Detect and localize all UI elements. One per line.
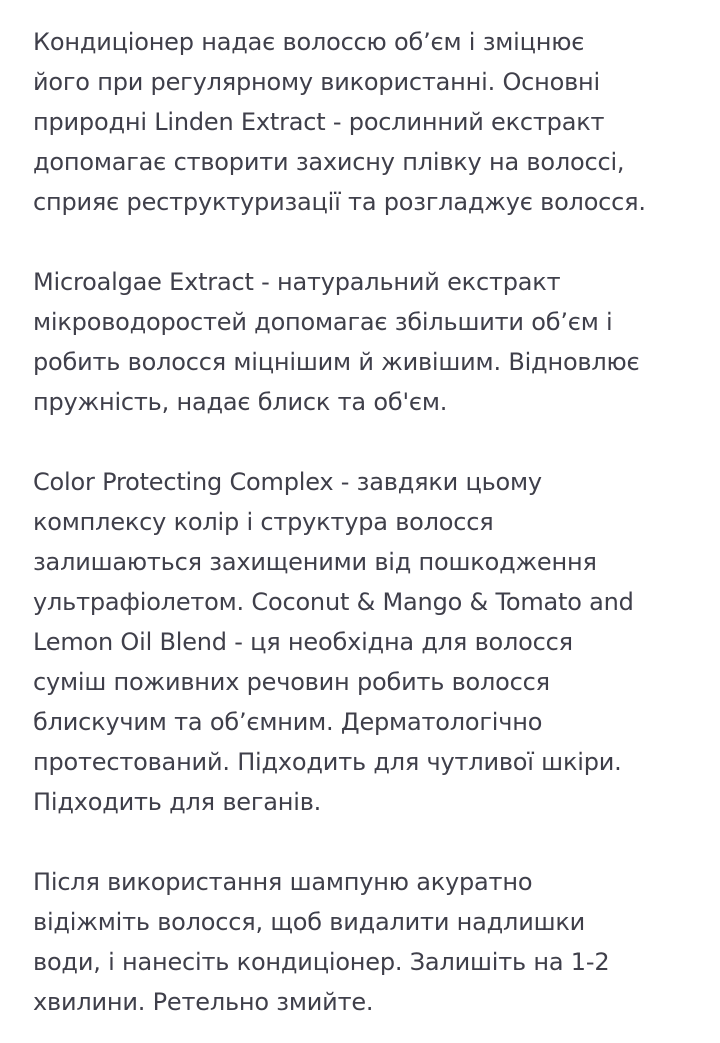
description-paragraph-color-protecting: Color Protecting Complex - завдяки цьому комплексу колір і структура волосся залишаються захищеними від пошкодження ультрафіолетом. Coconut & Mango & Tomato and Lemon Oil Blend - ця необхідна для волосся суміш поживних речовин робить волосся блискучим та об’ємним. Дерматологічно протестований. Підходить для чутливої шкіри. Підходить для веганів.	[33, 468, 634, 816]
description-paragraph-benefits: Кондиціонер надає волоссю об’єм і зміцнює його при регулярному використанні. Основні природні Linden Extract - рослинний екстракт допомагає створити захисну плівку на волоссі, сприяє реструктуризації та розгладжує волосся.	[33, 28, 646, 216]
description-paragraph-microalgae: Microalgae Extract - натуральний екстракт мікроводоростей допомагає збільшити об’єм і робить волосся міцнішим й живішим. Відновлює пружність, надає блиск та об'єм.	[33, 268, 640, 416]
description-paragraph-usage: Після використання шампуню акуратно відіжміть волосся, щоб видалити надлишки води, і нанесіть кондиціонер. Залишіть на 1-2 хвилини. Ретельно змийте.	[33, 868, 610, 1016]
